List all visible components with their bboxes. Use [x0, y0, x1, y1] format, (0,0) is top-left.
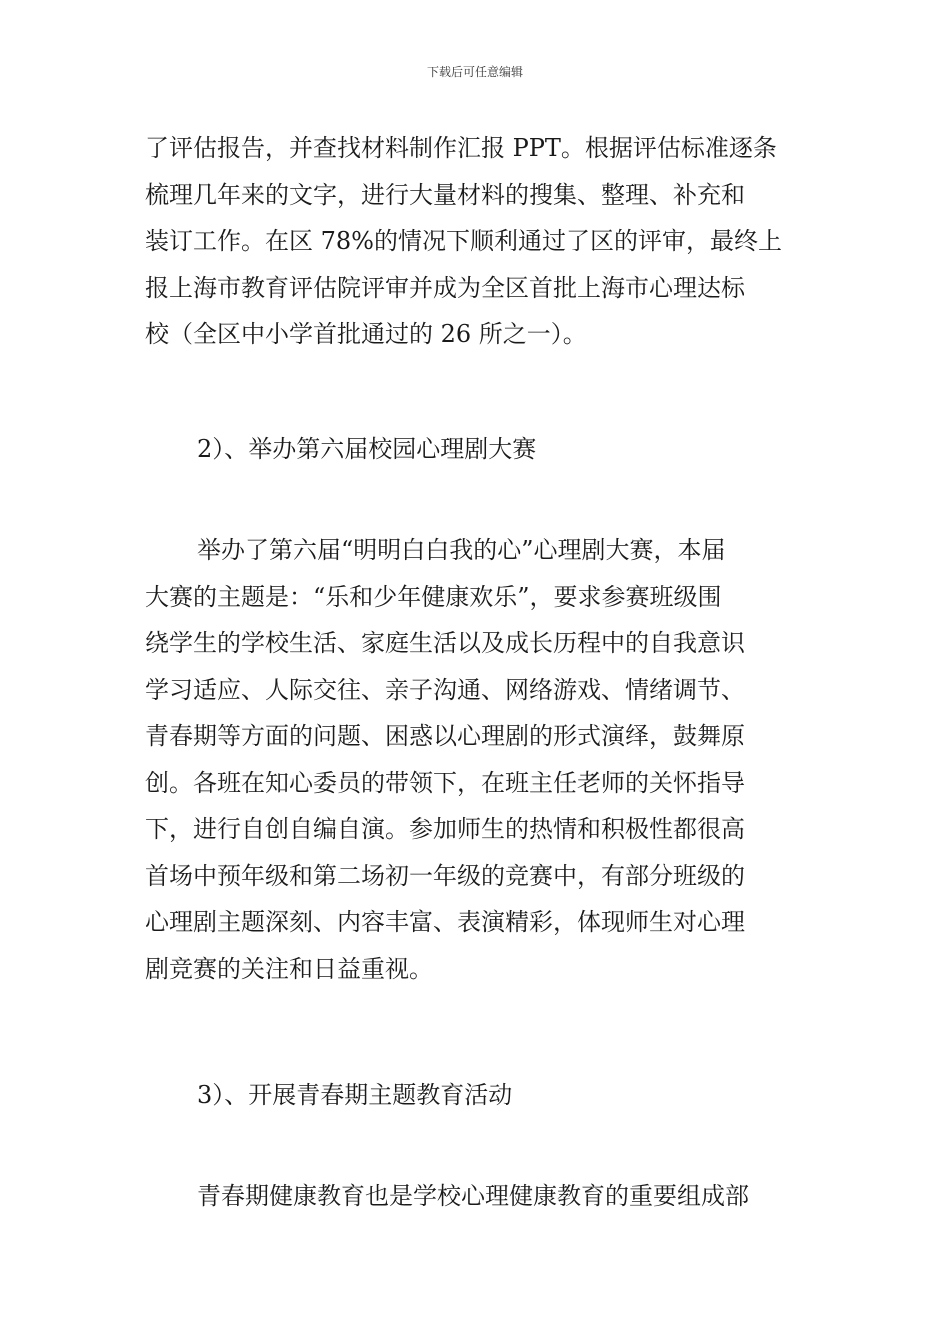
paragraph-line: 青春期健康教育也是学校心理健康教育的重要组成部 — [197, 1182, 749, 1210]
paragraph-puberty-education — [145, 1173, 810, 1220]
paragraph-line: 心理剧主题深刻、内容丰富、表演精彩，体现师生对心理 — [145, 908, 745, 936]
paragraph-line: 学习适应、人际交往、亲子沟通、网络游戏、情绪调节、 — [145, 675, 745, 704]
paragraph-evaluation-report — [145, 125, 810, 358]
section-heading: 3）、开展青春期主题教育活动 — [197, 1081, 513, 1109]
paragraph-line: 下，进行自创自编自演。参加师生的热情和积极性都很高 — [145, 815, 745, 843]
paragraph-line: 梳理几年来的文字，进行大量材料的搜集、整理、补充和 — [145, 180, 745, 209]
paragraph-line: 举办了第六届“明明白白我的心”心理剧大赛，本届 — [197, 536, 726, 564]
paragraph-line: 绕学生的学校生活、家庭生活以及成长历程中的自我意识 — [145, 629, 745, 657]
paragraph-line: 青春期等方面的问题、困惑以心理剧的形式演绎，鼓舞原 — [145, 722, 745, 750]
section-heading-puberty — [145, 1072, 810, 1119]
section-heading: 2）、举办第六届校园心理剧大赛 — [197, 435, 537, 463]
paragraph-line: 报上海市教育评估院评审并成为全区首批上海市心理达标 — [145, 273, 745, 302]
paragraph-line: 校（全区中小学首批通过的 26 所之一）。 — [145, 320, 587, 348]
paragraph-line: 首场中预年级和第二场初一年级的竞赛中，有部分班级的 — [145, 861, 745, 890]
page-header: 下载后可任意编辑 — [426, 65, 523, 79]
paragraph-line: 了评估报告，并查找材料制作汇报 PPT。根据评估标准逐条 — [145, 134, 777, 162]
paragraph-line: 装订工作。在区 78%的情况下顺利通过了区的评审，最终上 — [145, 227, 782, 255]
paragraph-line: 创。各班在知心委员的带领下，在班主任老师的关怀指导 — [145, 768, 745, 797]
paragraph-psychodrama-contest — [145, 527, 810, 992]
paragraph-line: 剧竞赛的关注和日益重视。 — [145, 954, 433, 983]
paragraph-line: 大赛的主题是：“乐和少年健康欢乐”，要求参赛班级围 — [145, 582, 722, 611]
section-heading-psychodrama — [145, 426, 810, 473]
